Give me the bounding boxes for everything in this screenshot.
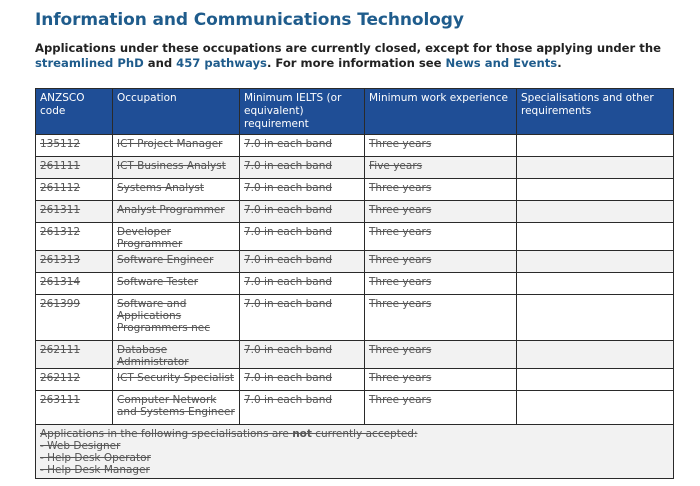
experience-cell xyxy=(365,179,517,201)
anzsco-code-cell xyxy=(36,135,113,157)
ielts-cell xyxy=(240,135,365,157)
occupation-text: Developer Programmer xyxy=(117,226,183,250)
specialisation-cell xyxy=(517,135,674,157)
anzsco-code-text: 263111 xyxy=(40,394,81,406)
ielts-cell xyxy=(240,179,365,201)
ielts-text: 7.0 in each band xyxy=(244,276,333,288)
intro-paragraph xyxy=(35,41,685,71)
ielts-cell xyxy=(240,391,365,425)
table-row xyxy=(36,391,674,425)
anzsco-code-cell xyxy=(36,341,113,369)
specialisation-cell xyxy=(517,179,674,201)
header-min-work-experience: Minimum work experience xyxy=(365,89,517,135)
anzsco-code-text: 262112 xyxy=(40,372,81,384)
experience-cell xyxy=(365,341,517,369)
experience-cell xyxy=(365,251,517,273)
ielts-cell xyxy=(240,295,365,341)
457-pathways-link[interactable]: 457 pathways xyxy=(176,56,267,70)
specialisation-cell xyxy=(517,391,674,425)
ielts-cell xyxy=(240,341,365,369)
ielts-cell xyxy=(240,157,365,179)
anzsco-code-cell xyxy=(36,273,113,295)
table-row xyxy=(36,341,674,369)
occupation-cell xyxy=(113,341,240,369)
occupation-text: Analyst Programmer xyxy=(117,204,225,216)
experience-text: Three years xyxy=(369,226,432,238)
ielts-text: 7.0 in each band xyxy=(244,344,333,356)
specialisation-cell xyxy=(517,201,674,223)
header-min-ielts: Minimum IELTS (or equivalent) requirement xyxy=(240,89,365,135)
table-row xyxy=(36,223,674,251)
occupation-text: ICT Business Analyst xyxy=(117,160,226,172)
anzsco-code-cell xyxy=(36,251,113,273)
intro-text-2: and xyxy=(143,56,177,70)
anzsco-code-text: 261112 xyxy=(40,182,81,194)
ielts-cell xyxy=(240,273,365,295)
experience-cell xyxy=(365,223,517,251)
occupation-text: Computer Network and Systems Engineer xyxy=(117,394,235,418)
news-and-events-link[interactable]: News and Events xyxy=(445,56,558,70)
table-row xyxy=(36,179,674,201)
anzsco-code-text: 261399 xyxy=(40,298,81,310)
anzsco-code-cell xyxy=(36,157,113,179)
experience-text: Three years xyxy=(369,138,432,150)
occupation-text: Software Engineer xyxy=(117,254,214,266)
occupation-text: ICT Project Manager xyxy=(117,138,223,150)
ielts-cell xyxy=(240,223,365,251)
table-row xyxy=(36,157,674,179)
experience-cell xyxy=(365,273,517,295)
table-header-row xyxy=(36,89,674,135)
table-row xyxy=(36,295,674,341)
ielts-cell xyxy=(240,251,365,273)
excluded-specialisation-item: - Help Desk Manager xyxy=(40,464,150,476)
ielts-cell xyxy=(240,201,365,223)
occupations-table xyxy=(35,88,674,479)
experience-cell xyxy=(365,391,517,425)
page-heading: Information and Communications Technology xyxy=(35,10,464,30)
experience-text: Three years xyxy=(369,394,432,406)
excluded-specialisation-item: - Help Desk Operator xyxy=(40,452,151,464)
anzsco-code-text: 262111 xyxy=(40,344,81,356)
occupation-cell xyxy=(113,179,240,201)
occupation-cell xyxy=(113,391,240,425)
experience-text: Three years xyxy=(369,344,432,356)
note-intro-bold: not xyxy=(292,428,312,440)
experience-text: Three years xyxy=(369,276,432,288)
experience-text: Three years xyxy=(369,372,432,384)
occupation-text: Systems Analyst xyxy=(117,182,204,194)
ielts-cell xyxy=(240,369,365,391)
ielts-text: 7.0 in each band xyxy=(244,182,333,194)
experience-cell xyxy=(365,295,517,341)
specialisation-cell xyxy=(517,251,674,273)
excluded-specialisations-note xyxy=(36,425,674,479)
experience-text: Three years xyxy=(369,254,432,266)
anzsco-code-cell xyxy=(36,179,113,201)
experience-text: Three years xyxy=(369,298,432,310)
ielts-text: 7.0 in each band xyxy=(244,226,333,238)
occupation-cell xyxy=(113,201,240,223)
ielts-text: 7.0 in each band xyxy=(244,160,333,172)
ielts-text: 7.0 in each band xyxy=(244,254,333,266)
table-row xyxy=(36,135,674,157)
header-specialisations: Specialisations and other requirements xyxy=(517,89,674,135)
note-intro-before: Applications in the following specialisations are xyxy=(40,428,293,440)
ielts-text: 7.0 in each band xyxy=(244,138,333,150)
occupation-cell xyxy=(113,135,240,157)
header-anzsco-code: ANZSCO code xyxy=(36,89,113,135)
anzsco-code-text: 135112 xyxy=(40,138,81,150)
note-intro-after: currently accepted: xyxy=(311,428,418,440)
streamlined-phd-link[interactable]: streamlined PhD xyxy=(35,56,144,70)
specialisation-cell xyxy=(517,223,674,251)
occupation-cell xyxy=(113,157,240,179)
header-occupation: Occupation xyxy=(113,89,240,135)
anzsco-code-cell xyxy=(36,223,113,251)
anzsco-code-text: 261111 xyxy=(40,160,81,172)
occupation-text: Software Tester xyxy=(117,276,199,288)
specialisation-cell xyxy=(517,273,674,295)
experience-text: Three years xyxy=(369,182,432,194)
table-note-row xyxy=(36,425,674,479)
occupation-text: Software and Applications Programmers nec xyxy=(117,298,211,334)
specialisation-cell xyxy=(517,341,674,369)
experience-text: Three years xyxy=(369,204,432,216)
anzsco-code-cell xyxy=(36,201,113,223)
intro-text-1: Applications under these occupations are currently closed, except for those applying under the xyxy=(35,41,661,55)
ielts-text: 7.0 in each band xyxy=(244,204,333,216)
intro-text-3: . For more information see xyxy=(266,56,446,70)
experience-cell xyxy=(365,135,517,157)
occupation-cell xyxy=(113,251,240,273)
specialisation-cell xyxy=(517,157,674,179)
experience-text: Five years xyxy=(369,160,423,172)
table-row xyxy=(36,273,674,295)
anzsco-code-text: 261313 xyxy=(40,254,81,266)
anzsco-code-cell xyxy=(36,369,113,391)
anzsco-code-text: 261314 xyxy=(40,276,81,288)
note-intro xyxy=(40,428,669,440)
table-row xyxy=(36,201,674,223)
table-row xyxy=(36,369,674,391)
experience-cell xyxy=(365,369,517,391)
table-row xyxy=(36,251,674,273)
occupation-cell xyxy=(113,369,240,391)
anzsco-code-text: 261312 xyxy=(40,226,81,238)
occupation-text: Database Administrator xyxy=(117,344,189,368)
occupation-text: ICT Security Specialist xyxy=(117,372,234,384)
anzsco-code-text: 261311 xyxy=(40,204,81,216)
experience-cell xyxy=(365,157,517,179)
anzsco-code-cell xyxy=(36,295,113,341)
occupation-cell xyxy=(113,223,240,251)
specialisation-cell xyxy=(517,295,674,341)
ielts-text: 7.0 in each band xyxy=(244,394,333,406)
intro-text-4: . xyxy=(557,56,562,70)
experience-cell xyxy=(365,201,517,223)
specialisation-cell xyxy=(517,369,674,391)
anzsco-code-cell xyxy=(36,391,113,425)
ielts-text: 7.0 in each band xyxy=(244,372,333,384)
excluded-specialisation-item: - Web Designer xyxy=(40,440,121,452)
occupation-cell xyxy=(113,273,240,295)
ielts-text: 7.0 in each band xyxy=(244,298,333,310)
occupation-cell xyxy=(113,295,240,341)
